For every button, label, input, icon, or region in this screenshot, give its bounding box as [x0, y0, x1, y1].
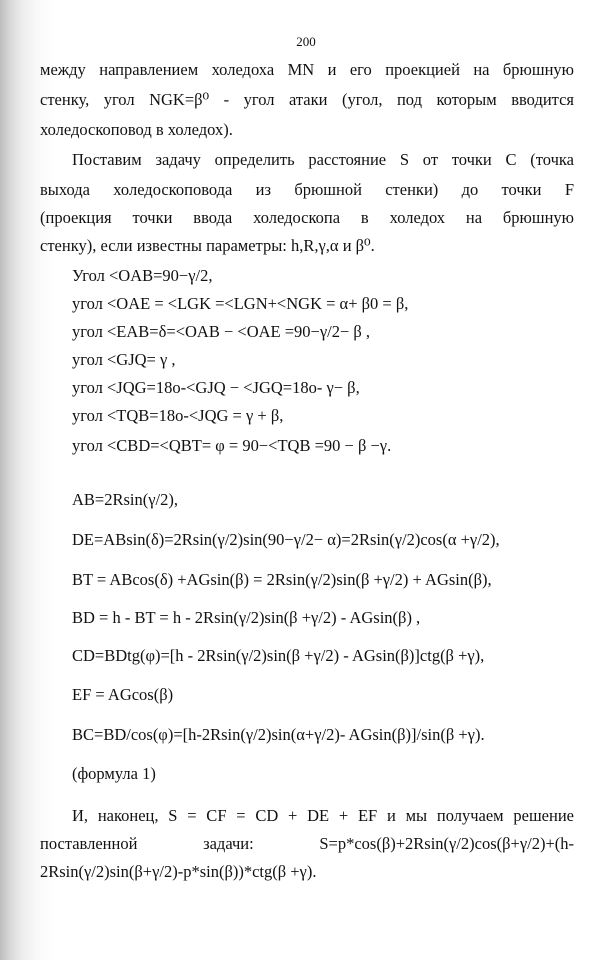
formula-line: BC=BD/cos(φ)=[h-2Rsin(γ/2)sin(α+γ/2)- AGsin(β)]/sin(β +γ).: [72, 725, 485, 744]
paragraph-line: стенку), если известны параметры: h,R,γ,α и β⁰.: [40, 236, 375, 255]
paragraph-line: стенку, угол NGK=β⁰ - угол атаки (угол, под которым вводится: [40, 90, 574, 109]
formula-line: CD=BDtg(φ)=[h - 2Rsin(γ/2)sin(β +γ/2) - AGsin(β)]ctg(β +γ),: [72, 646, 485, 665]
page-number: 200: [296, 34, 316, 49]
paragraph-line: выхода холедоскоповода из брюшной стенки) до точки F: [40, 180, 574, 199]
angle-line: угол <OAE = <LGK =<LGN+<NGK = α+ β0 = β,: [72, 294, 409, 313]
formula-line: BD = h - BT = h - 2Rsin(γ/2)sin(β +γ/2) - AGsin(β) ,: [72, 608, 421, 627]
angle-line: Угол <OAB=90−γ/2,: [72, 266, 213, 285]
formula-line: BT = ABcos(δ) +AGsin(β) = 2Rsin(γ/2)sin(β +γ/2) + AGsin(β),: [72, 570, 492, 589]
formula-line: EF = AGcos(β): [72, 685, 174, 704]
paragraph-line: (проекция точки ввода холедоскопа в холедох на брюшную: [40, 208, 574, 227]
conclusion-line: И, наконец, S = CF = CD + DE + EF и мы получаем решение: [72, 806, 574, 825]
formula-line: AB=2Rsin(γ/2),: [72, 490, 178, 509]
formula-label: (формула 1): [72, 764, 156, 783]
angle-line: угол <GJQ= γ ,: [72, 350, 176, 369]
formula-line: DE=ABsin(δ)=2Rsin(γ/2)sin(90−γ/2− α)=2Rsin(γ/2)cos(α +γ/2),: [72, 530, 500, 549]
angle-line: угол <CBD=<QBT= φ = 90−<TQB =90 − β −γ.: [72, 436, 392, 455]
angle-line: угол <EAB=δ=<OAB − <OAE =90−γ/2− β ,: [72, 322, 371, 341]
angle-line: угол <TQB=18o-<JQG = γ + β,: [72, 406, 284, 425]
paragraph-line: Поставим задачу определить расстояние S от точки C (точка: [72, 150, 574, 169]
paragraph-line: между направлением холедоха MN и его проекцией на брюшную: [40, 60, 574, 79]
paragraph-line: холедоскоповод в холедох).: [40, 120, 233, 139]
conclusion-line: 2Rsin(γ/2)sin(β+γ/2)-p*sin(β))*ctg(β +γ).: [40, 862, 317, 881]
conclusion-line: поставленной задачи: S=p*cos(β)+2Rsin(γ/2)cos(β+γ/2)+(h-: [40, 834, 574, 853]
angle-line: угол <JQG=18o-<GJQ − <JGQ=18o- γ− β,: [72, 378, 360, 397]
